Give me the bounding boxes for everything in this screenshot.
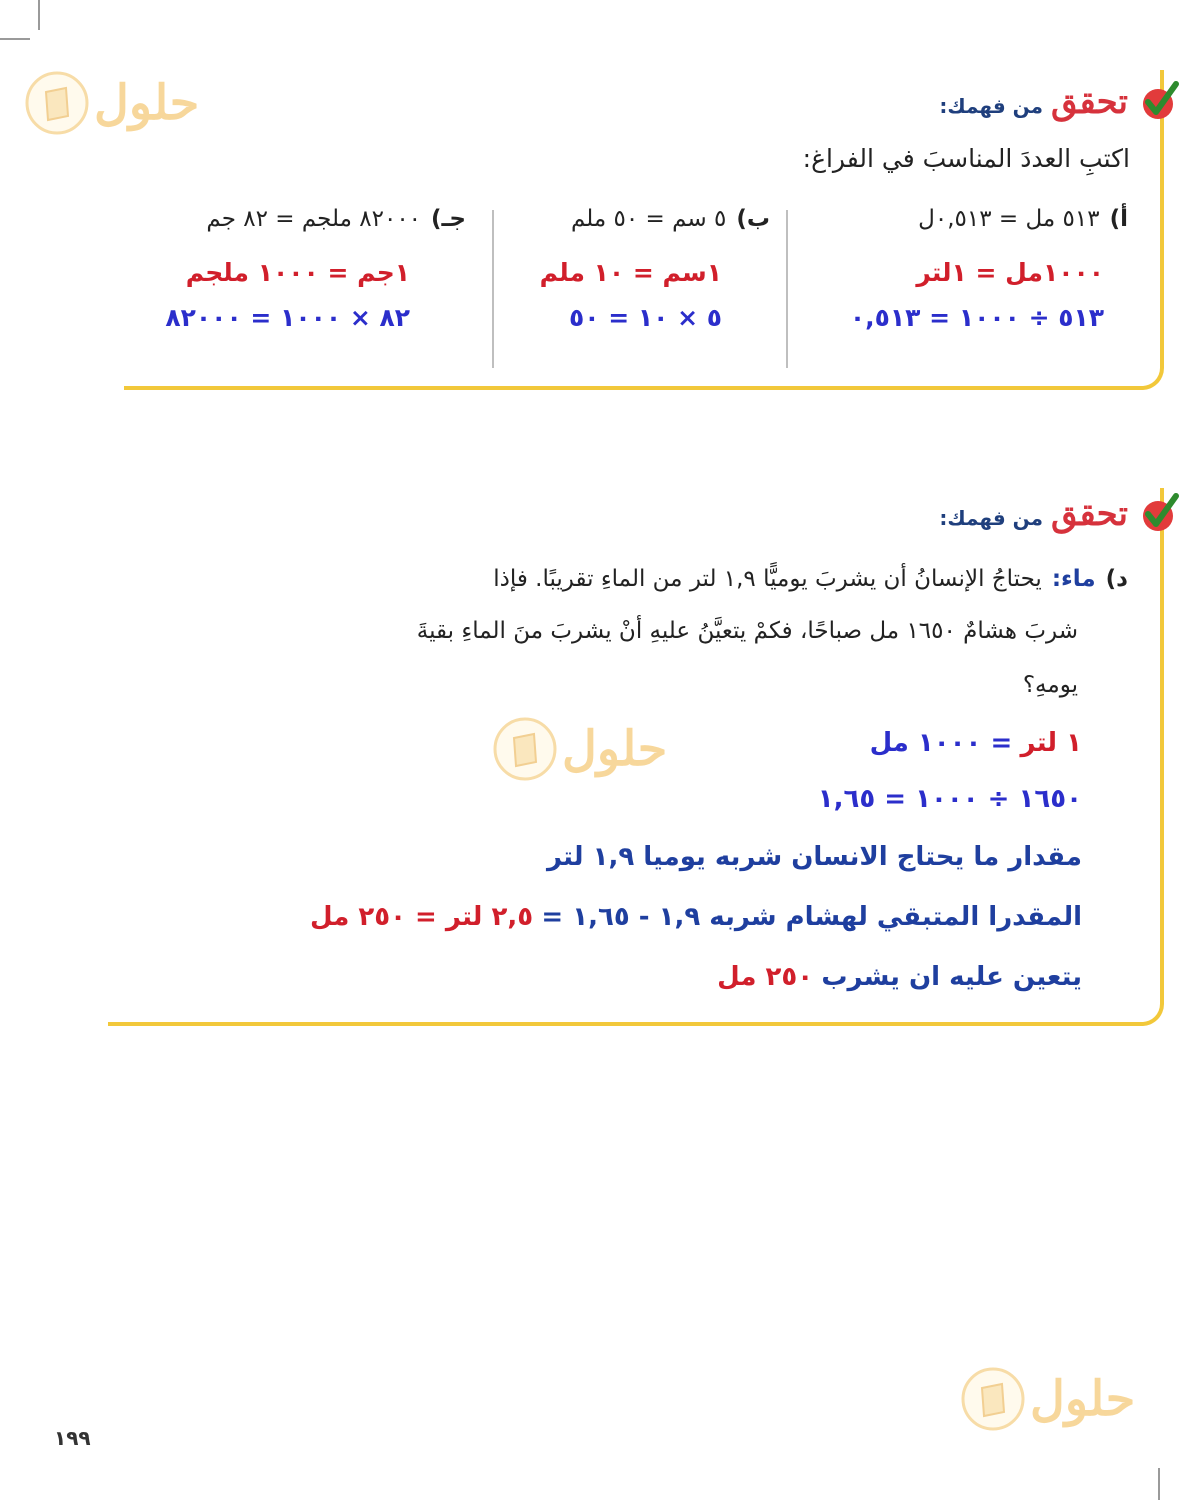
heading-title: تحقق (1051, 82, 1128, 122)
solution-5-blue: يتعين عليه ان يشرب (821, 962, 1082, 992)
solution-4-blue: المقدرا المتبقي لهشام شربه ١,٩ - ١,٦٥ = (541, 902, 1082, 932)
label-d: د) (1105, 566, 1128, 592)
heading-subtitle: من فهمك: (939, 94, 1044, 118)
checkmark-icon (1136, 78, 1180, 122)
label-c: جـ) (431, 206, 466, 232)
problem-c: ٨٢٠٠٠ ملجم = ٨٢ جم (206, 206, 422, 232)
solution-5-red: ٢٥٠ مل (717, 962, 814, 992)
column-divider (492, 210, 494, 368)
instruction-text: اكتبِ العددَ المناسبَ في الفراغ: (802, 144, 1130, 173)
watermark-circle-icon (24, 70, 90, 136)
column-divider (786, 210, 788, 368)
checkmark-icon (1136, 490, 1180, 534)
crop-mark-top-left-h (0, 38, 30, 40)
section1-heading (939, 78, 1180, 122)
solution-1-red: ١ لتر (1020, 728, 1082, 758)
solution-c-line1: ١جم = ١٠٠٠ ملجم (185, 258, 410, 287)
keyword-water: ماء: (1051, 566, 1096, 592)
page-number: ١٩٩ (54, 1426, 91, 1450)
solution-line-5 (717, 962, 1082, 992)
watermark-text: حلول (94, 75, 200, 131)
crop-mark-top-left-v (38, 0, 40, 30)
heading-subtitle: من فهمك: (939, 506, 1044, 530)
label-a: أ) (1109, 206, 1128, 232)
heading-title: تحقق (1051, 494, 1128, 534)
solution-line-4 (310, 902, 1082, 932)
problem-text-3: يومهِ؟ (1022, 672, 1078, 698)
solution-line-2: ١٦٥٠ ÷ ١٠٠٠ = ١,٦٥ (817, 784, 1082, 814)
column-a (828, 206, 1128, 332)
solution-a-line1: ١٠٠٠مل = ١لتر (916, 258, 1104, 287)
crop-mark-bottom-right-v (1158, 1468, 1160, 1500)
watermark-text: حلول (1030, 1371, 1136, 1427)
solution-a-line2: ٥١٣ ÷ ١٠٠٠ = ٠,٥١٣ (849, 303, 1104, 332)
solution-c-line2: ٨٢ × ١٠٠٠ = ٨٢٠٠٠ (165, 303, 410, 332)
column-b (510, 206, 770, 332)
column-c (126, 206, 466, 332)
problem-a: ٥١٣ مل = ٠,٥١٣ل (918, 206, 1100, 232)
section2-heading (939, 490, 1180, 534)
solution-line-1 (870, 728, 1082, 758)
problem-text-2: شربَ هشامٌ ١٦٥٠ مل صباحًا، فكمْ يتعيَّنُ عليهِ أنْ يشربَ منَ الماءِ بقيةَ (416, 618, 1078, 644)
watermark-circle-icon (960, 1366, 1026, 1432)
label-b: ب) (736, 206, 770, 232)
solution-line-3: مقدار ما يحتاج الانسان شربه يوميا ١,٩ لتر (547, 842, 1082, 872)
solution-b-line1: ١سم = ١٠ ملم (539, 258, 722, 287)
solution-4-red: ٢,٥ لتر = ٢٥٠ مل (310, 902, 534, 932)
watermark-logo-bottom (960, 1366, 1135, 1432)
problem-text-1: يحتاجُ الإنسانُ أن يشربَ يوميًّا ١,٩ لتر من الماءِ تقريبًا. فإذا (493, 566, 1042, 592)
problem-d-line1 (493, 566, 1128, 592)
solution-1-rest: = ١٠٠٠ مل (869, 728, 1013, 758)
solution-b-line2: ٥ × ١٠ = ٥٠ (568, 303, 722, 332)
watermark-text: حلول (562, 721, 668, 777)
problem-b: ٥ سم = ٥٠ ملم (570, 206, 727, 232)
